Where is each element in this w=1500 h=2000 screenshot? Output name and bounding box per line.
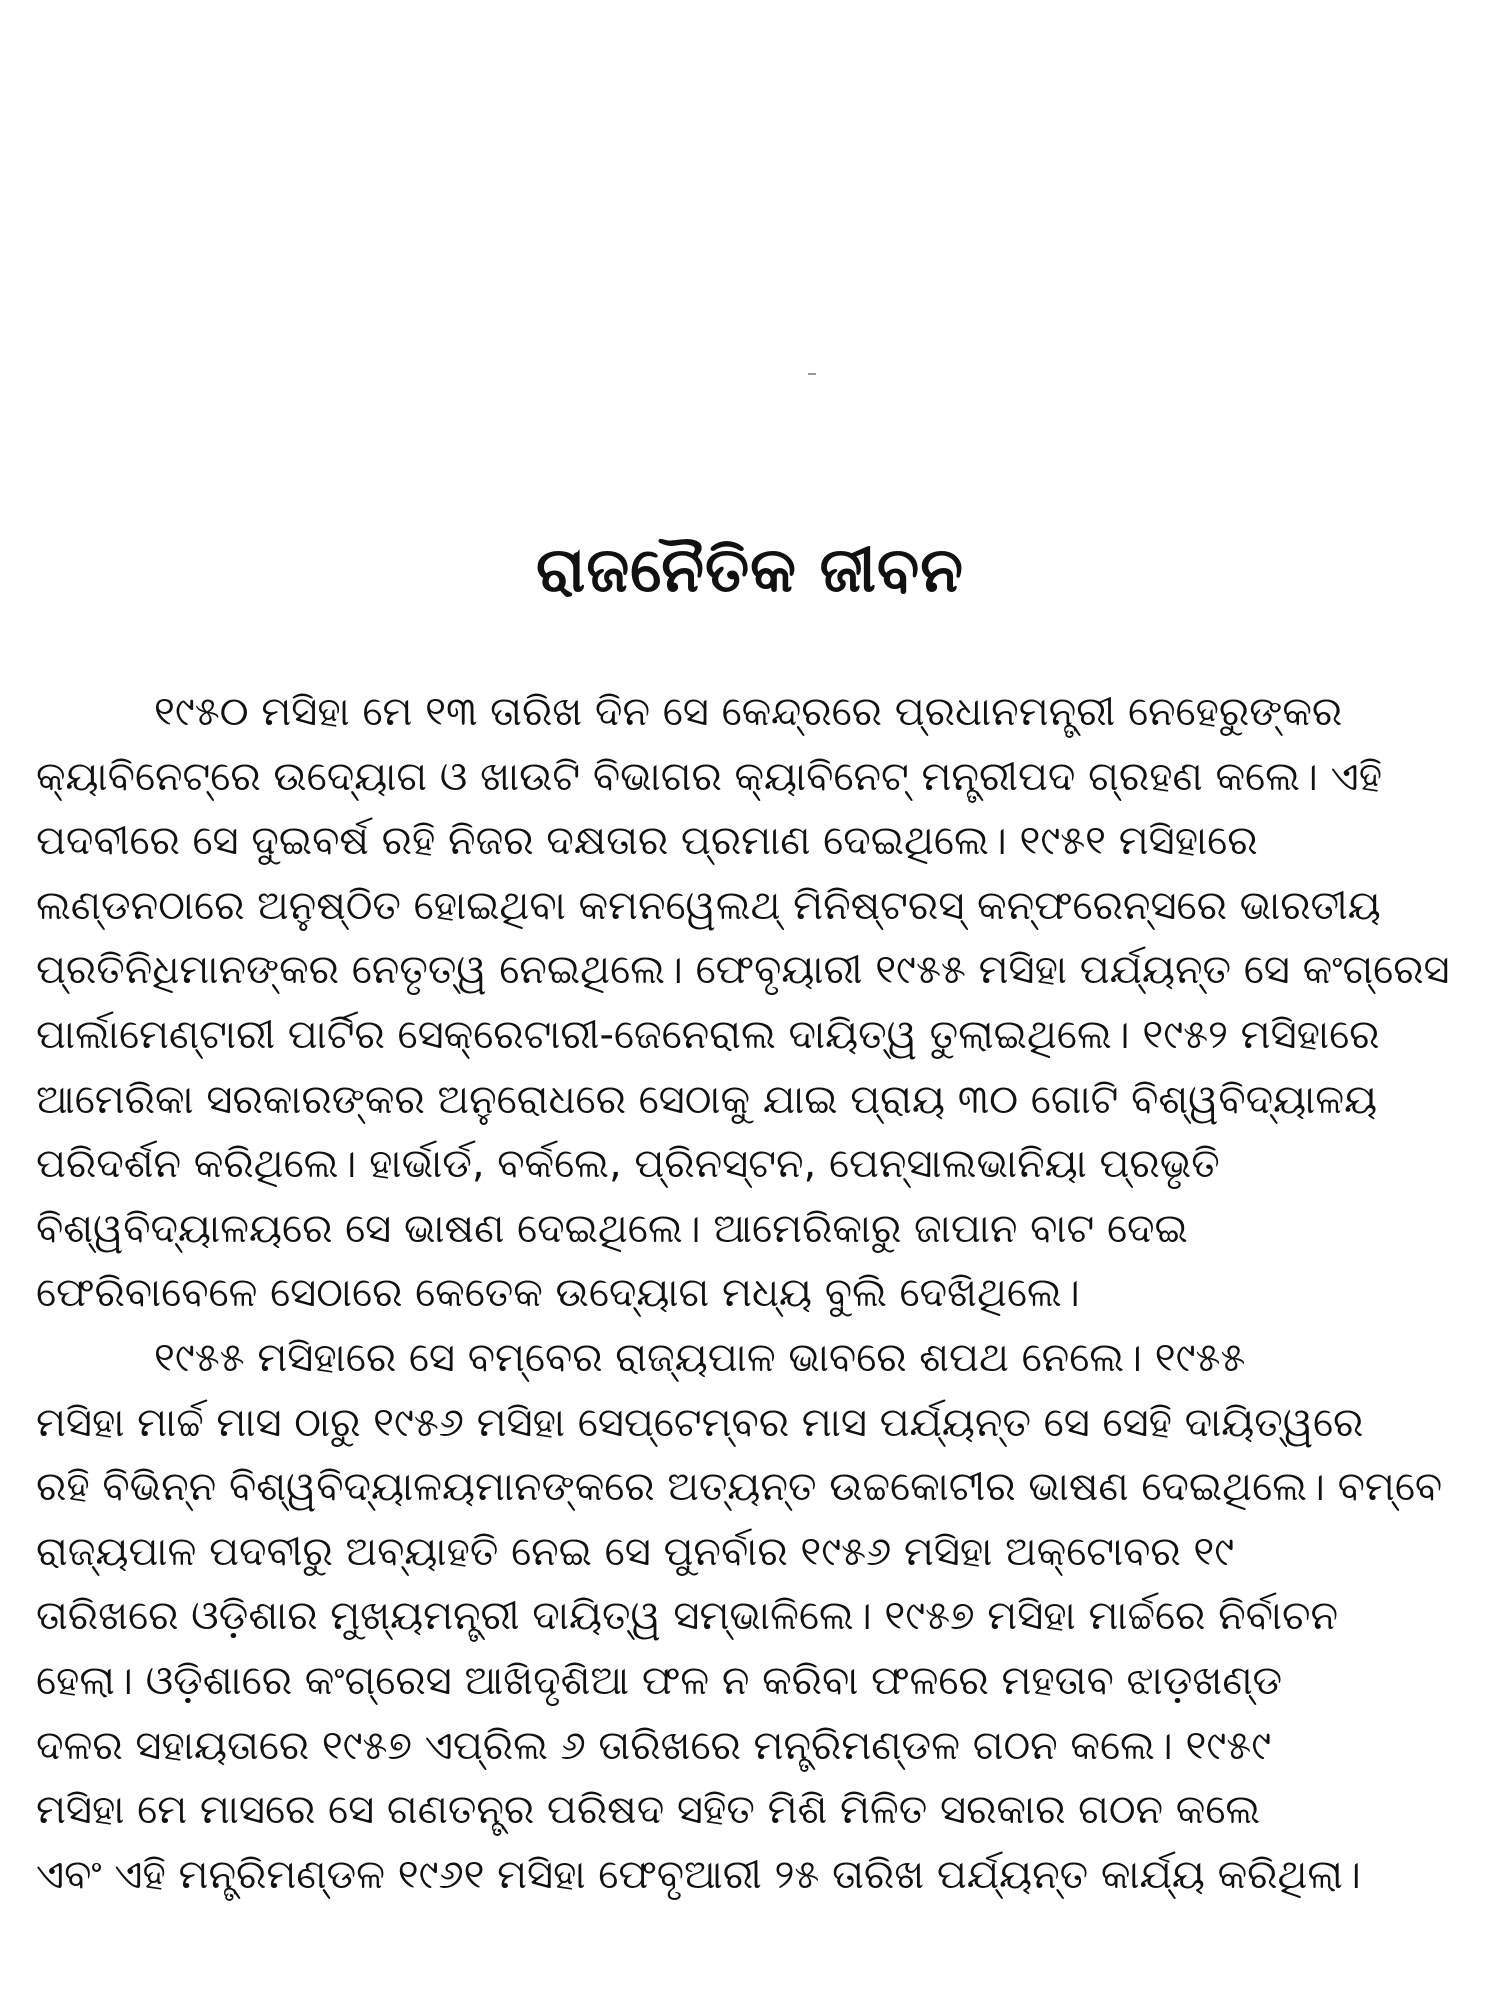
text-line: ଦଳର ସହାୟତାରେ ୧୯୫୭ ଏପ୍ରିଲ ୬ ତାରିଖରେ ମନ୍ତ୍ରିମଣ୍ଡଳ ଗଠନ କଲେ। ୧୯୫୯ bbox=[36, 1722, 1272, 1769]
text-line: ରହି ବିଭିନ୍ନ ବିଶ୍ୱବିଦ୍ୟାଳୟମାନଙ୍କରେ ଅତ୍ୟନ୍ତ ଉଚ୍ଚକୋଟୀର ଭାଷଣ ଦେଇଥିଲେ। ବମ୍ବେ bbox=[36, 1464, 1443, 1511]
text-line: ରାଜ୍ୟପାଳ ପଦବୀରୁ ଅବ୍ୟାହତି ନେଇ ସେ ପୁନର୍ବାର ୧୯୫୬ ମସିହା ଅକ୍ଟୋବର ୧୯ bbox=[36, 1528, 1235, 1575]
paragraph-1 bbox=[36, 680, 1492, 1326]
text-line: ତାରିଖରେ ଓଡ଼ିଶାର ମୁଖ୍ୟମନ୍ତ୍ରୀ ଦାୟିତ୍ୱ ସମ୍ଭାଳିଲେ। ୧୯୫୭ ମସିହା ମାର୍ଚ୍ଚରେ ନିର୍ବାଚନ bbox=[36, 1593, 1339, 1640]
text-line: ପ୍ରତିନିଧିମାନଙ୍କର ନେତୃତ୍ୱ ନେଇଥିଲେ। ଫେବୃୟାରୀ ୧୯୫୫ ମସିହା ପର୍ଯ୍ୟନ୍ତ ସେ କଂଗ୍ରେସ bbox=[36, 947, 1450, 994]
text-line: ଆମେରିକା ସରକାରଙ୍କର ଅନୁରୋଧରେ ସେଠାକୁ ଯାଇ ପ୍ରାୟ ୩୦ ଗୋଟି ବିଶ୍ୱବିଦ୍ୟାଳୟ bbox=[36, 1076, 1378, 1123]
text-line: ପରିଦର୍ଶନ କରିଥିଲେ। ହାର୍ଭାର୍ଡ, ବର୍କଲେ, ପ୍ରିନସ୍‌ଟନ, ପେନ୍‌ସାଲଭାନିୟା ପ୍ରଭୃତି bbox=[36, 1141, 1220, 1188]
text-line: ଲଣ୍ଡନଠାରେ ଅନୁଷ୍ଠିତ ହୋଇଥିବା କମନୱେଲଥ୍ ମିନିଷ୍ଟରସ୍ କନ୍‌ଫରେନ୍ସରେ ଭାରତୀୟ bbox=[36, 882, 1381, 929]
text-line: କ୍ୟାବିନେଟ୍‌ରେ ଉଦ୍ୟୋଗ ଓ ଖାଉଟି ବିଭାଗର କ୍ୟାବିନେଟ୍ ମନ୍ତ୍ରୀପଦ ଗ୍ରହଣ କଲେ। ଏହି bbox=[36, 753, 1383, 800]
text-line: ଏବଂ ଏହି ମନ୍ତ୍ରିମଣ୍ଡଳ ୧୯୬୧ ମସିହା ଫେବୃଆରୀ ୨୫ ତାରିଖ ପର୍ଯ୍ୟନ୍ତ କାର୍ଯ୍ୟ କରିଥିଲା। bbox=[36, 1851, 1361, 1898]
text-line: ବିଶ୍ୱବିଦ୍ୟାଳୟରେ ସେ ଭାଷଣ ଦେଇଥିଲେ। ଆମେରିକାରୁ ଜାପାନ ବାଟ ଦେଇ bbox=[36, 1205, 1188, 1252]
scan-speck bbox=[808, 373, 816, 375]
chapter-title: ରାଜନୈତିକ ଜୀବନ bbox=[536, 533, 964, 606]
text-line: ଫେରିବାବେଳେ ସେଠାରେ କେତେକ ଉଦ୍ୟୋଗ ମଧ୍ୟ ବୁଲି ଦେଖିଥିଲେ। bbox=[36, 1270, 1080, 1317]
text-line: ପାର୍ଲାମେଣ୍ଟାରୀ ପାର୍ଟିର ସେକ୍ରେଟାରୀ-ଜେନେରାଲ ଦାୟିତ୍ୱ ତୁଲାଇଥିଲେ। ୧୯୫୨ ମସିହାରେ bbox=[36, 1011, 1380, 1058]
body-text bbox=[36, 680, 1492, 1907]
text-line: ହେଲା। ଓଡ଼ିଶାରେ କଂଗ୍ରେସ ଆଖିଦୃଶିଆ ଫଳ ନ କରିବା ଫଳରେ ମହତାବ ଝାଡ଼ଖଣ୍ଡ bbox=[36, 1657, 1283, 1704]
paragraph-2 bbox=[36, 1326, 1492, 1907]
text-line: ମସିହା ମେ ମାସରେ ସେ ଗଣତନ୍ତ୍ର ପରିଷଦ ସହିତ ମିଶି ମିଳିତ ସରକାର ଗଠନ କଲେ bbox=[36, 1787, 1261, 1834]
text-line: ମସିହା ମାର୍ଚ୍ଚ ମାସ ଠାରୁ ୧୯୫୬ ମସିହା ସେପ୍ଟେମ୍ବର ମାସ ପର୍ଯ୍ୟନ୍ତ ସେ ସେହି ଦାୟିତ୍ୱରେ bbox=[36, 1399, 1364, 1446]
text-line: ପଦବୀରେ ସେ ଦୁଇବର୍ଷ ରହି ନିଜର ଦକ୍ଷତାର ପ୍ରମାଣ ଦେଇଥିଲେ। ୧୯୫୧ ମସିହାରେ bbox=[36, 818, 1258, 865]
text-line: ୧୯୫୫ ମସିହାରେ ସେ ବମ୍ବେର ରାଜ୍ୟପାଳ ଭାବରେ ଶପଥ ନେଲେ। ୧୯୫୫ bbox=[154, 1334, 1246, 1381]
text-line: ୧୯୫୦ ମସିହା ମେ ୧୩ ତାରିଖ ଦିନ ସେ କେନ୍ଦ୍ରରେ ପ୍ରଧାନମନ୍ତ୍ରୀ ନେହେରୁଙ୍କର bbox=[154, 689, 1343, 735]
